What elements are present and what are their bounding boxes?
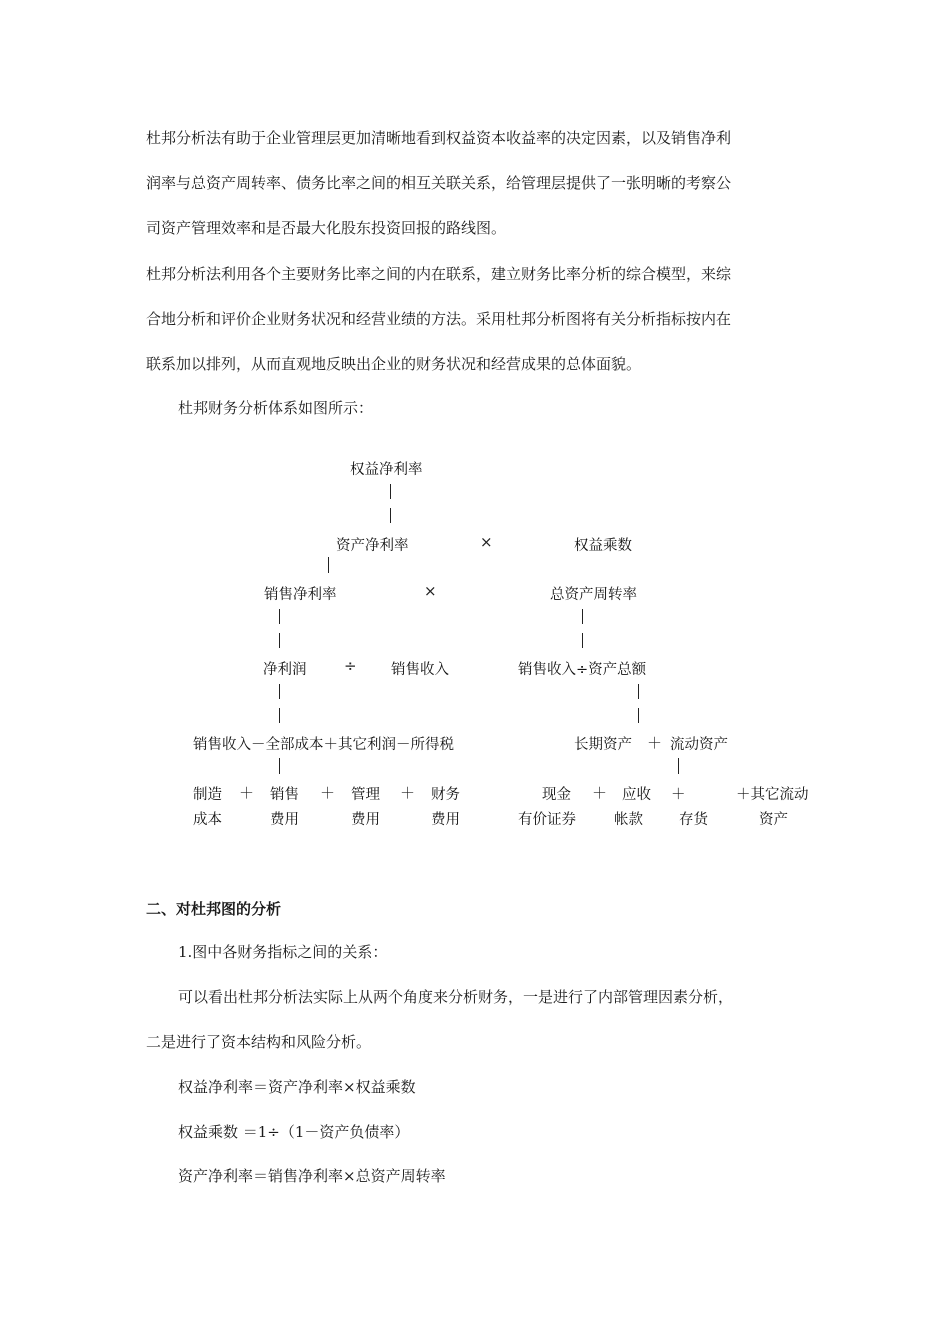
node-net-margin: 销售净利率 [264,587,337,603]
formula-equity-multiplier: 权益乘数 ＝1÷（1－资产负债率） [178,1123,410,1141]
node-current-assets: 流动资产 [670,737,728,753]
connector [279,633,280,648]
plus-sign: ＋ [239,784,255,802]
node-cash-bottom: 有价证券 [518,812,576,828]
divide-sign: ÷ [344,657,357,675]
node-profit-formula: 销售收入－全部成本＋其它利润－所得税 [193,737,454,753]
connector [279,758,280,774]
connector [678,758,679,774]
node-roe: 权益净利率 [350,462,423,478]
node-finance-expense-bottom: 费用 [431,812,460,828]
node-other-current-top: ＋其它流动 [736,787,809,803]
text-line: 杜邦分析法有助于企业管理层更加清晰地看到权益资本收益率的决定因素，以及销售净利 [146,129,732,147]
formula-roa: 资产净利率＝销售净利率×总资产周转率 [178,1167,446,1185]
text-line: 二是进行了资本结构和风险分析。 [146,1033,372,1051]
text-line: 司资产管理效率和是否最大化股东投资回报的路线图。 [146,219,507,237]
node-net-profit: 净利润 [263,662,307,678]
connector [582,633,583,648]
connector [582,609,583,624]
node-receivables-top: 应收 [622,787,651,803]
node-selling-expense-top: 销售 [270,787,299,803]
connector [390,508,391,523]
text-line: 可以看出杜邦分析法实际上从两个角度来分析财务，一是进行了内部管理因素分析， [178,988,734,1006]
connector [390,484,391,499]
node-sales-revenue: 销售收入 [391,662,449,678]
plus-sign: ＋ [592,784,608,802]
text-line: 联系加以排列，从而直观地反映出企业的财务状况和经营成果的总体面貌。 [146,355,642,373]
node-asset-turnover: 总资产周转率 [550,587,637,603]
plus-sign: ＋ [320,784,336,802]
text-line: 润率与总资产周转率、债务比率之间的相互关联关系，给管理层提供了一张明晰的考察公 [146,174,732,192]
connector [279,609,280,624]
node-admin-expense-top: 管理 [351,787,380,803]
diagram-intro: 杜邦财务分析体系如图所示： [178,399,374,417]
node-long-term-assets: 长期资产 [574,737,632,753]
node-sales-over-assets: 销售收入÷资产总额 [518,662,647,678]
multiply-sign: × [480,533,493,551]
connector [279,684,280,699]
node-admin-expense-bottom: 费用 [351,812,380,828]
node-equity-multiplier: 权益乘数 [574,538,632,554]
connector [638,684,639,699]
plus-sign: ＋ [647,734,663,752]
text-line: 合地分析和评价企业财务状况和经营业绩的方法。采用杜邦分析图将有关分析指标按内在 [146,310,732,328]
node-manufacturing-cost-top: 制造 [193,787,222,803]
subheading: 1.图中各财务指标之间的关系： [178,943,388,961]
node-selling-expense-bottom: 费用 [270,812,299,828]
formula-roe: 权益净利率＝资产净利率×权益乘数 [178,1078,416,1096]
node-receivables-bottom: 帐款 [614,812,643,828]
section-heading: 二、对杜邦图的分析 [146,900,282,918]
node-roa: 资产净利率 [336,538,409,554]
connector [279,708,280,723]
node-finance-expense-top: 财务 [431,787,460,803]
node-inventory-top: ＋ [671,787,686,803]
node-manufacturing-cost-bottom: 成本 [193,812,222,828]
connector [638,708,639,723]
multiply-sign: × [424,582,437,600]
node-other-current-bottom: 资产 [759,812,788,828]
node-inventory-bottom: 存货 [679,812,708,828]
text-line: 杜邦分析法利用各个主要财务比率之间的内在联系，建立财务比率分析的综合模型，来综 [146,265,732,283]
plus-sign: ＋ [400,784,416,802]
node-cash-top: 现金 [542,787,571,803]
connector [328,557,329,573]
